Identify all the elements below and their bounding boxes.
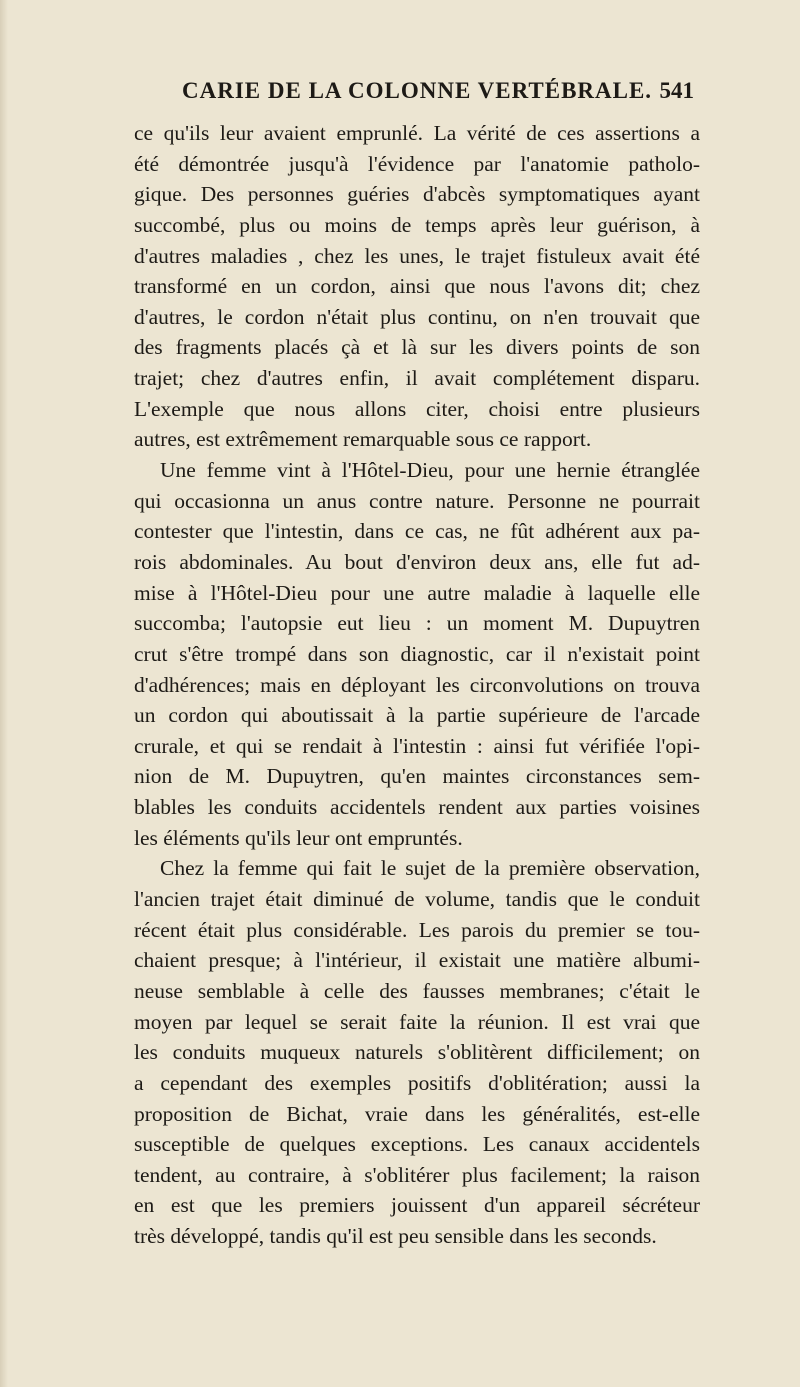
- text-line: blables les conduits accidentels rendent aux parties voisines: [134, 795, 700, 820]
- body-text: [134, 118, 700, 1252]
- text-line: les éléments qu'ils leur ont empruntés.: [134, 825, 463, 850]
- text-line: ce qu'ils leur avaient emprunlé. La vérité de ces assertions a: [134, 121, 700, 145]
- page-number: 541: [659, 78, 694, 103]
- text-line: des fragments placés çà et là sur les divers points de son: [134, 335, 700, 360]
- text-line: d'adhérences; mais en déployant les circonvolutions on trouva: [134, 672, 700, 697]
- text-line: récent était plus considérable. Les parois du premier se tou-: [134, 917, 700, 942]
- text-line: qui occasionna un anus contre nature. Personne ne pourrait: [134, 488, 700, 513]
- running-title: CARIE DE LA COLONNE VERTÉBRALE.: [182, 78, 653, 103]
- text-line: L'exemple que nous allons citer, choisi entre plusieurs: [134, 396, 700, 421]
- text-line: tendent, au contraire, à s'oblitérer plus facilement; la raison: [134, 1162, 700, 1187]
- text-line: d'autres, le cordon n'était plus continu, on n'en trouvait que: [134, 304, 700, 329]
- text-line: rois abdominales. Au bout d'environ deux ans, elle fut ad-: [134, 549, 700, 574]
- text-line: autres, est extrêmement remarquable sous ce rapport.: [134, 427, 592, 452]
- text-line: succombé, plus ou moins de temps après leur guérison, à: [134, 212, 700, 237]
- text-line: gique. Des personnes guéries d'abcès symptomatiques ayant: [134, 182, 700, 207]
- text-line: susceptible de quelques exceptions. Les canaux accidentels: [134, 1132, 700, 1157]
- text-line: très développé, tandis qu'il est peu sensible dans les seconds.: [134, 1224, 657, 1249]
- text-line: mise à l'Hôtel-Dieu pour une autre maladie à laquelle elle: [134, 580, 700, 605]
- text-line: transformé en un cordon, ainsi que nous l'avons dit; chez: [134, 274, 700, 299]
- text-line: crut s'être trompé dans son diagnostic, car il n'existait point: [134, 641, 700, 666]
- text-line: un cordon qui aboutissait à la partie supérieure de l'arcade: [134, 703, 700, 728]
- text-line: nion de M. Dupuytren, qu'en maintes circonstances sem-: [134, 764, 700, 789]
- text-line: a cependant des exemples positifs d'oblitération; aussi la: [134, 1070, 700, 1095]
- page-header: [182, 78, 694, 112]
- text-line: crurale, et qui se rendait à l'intestin : ainsi fut vérifiée l'opi-: [134, 733, 700, 758]
- text-line: l'ancien trajet était diminué de volume, tandis que le conduit: [134, 887, 700, 912]
- text-line: d'autres maladies , chez les unes, le trajet fistuleux avait été: [134, 243, 700, 268]
- text-line: succomba; l'autopsie eut lieu : un moment M. Dupuytren: [134, 611, 700, 636]
- text-line: contester que l'intestin, dans ce cas, ne fût adhérent aux pa-: [134, 519, 700, 544]
- text-line: trajet; chez d'autres enfin, il avait complétement disparu.: [134, 366, 700, 391]
- text-line: proposition de Bichat, vraie dans les généralités, est-elle: [134, 1101, 700, 1126]
- text-line: les conduits muqueux naturels s'oblitèrent difficilement; on: [134, 1040, 700, 1065]
- text-line: moyen par lequel se serait faite la réunion. Il est vrai que: [134, 1009, 700, 1034]
- text-line: chaient presque; à l'intérieur, il existait une matière albumi-: [134, 948, 700, 973]
- text-line: été démontrée jusqu'à l'évidence par l'anatomie patholo-: [134, 151, 700, 176]
- text-line: Une femme vint à l'Hôtel-Dieu, pour une hernie étranglée: [160, 458, 700, 483]
- page-edge-shadow: [0, 0, 8, 1387]
- text-line: neuse semblable à celle des fausses membranes; c'était le: [134, 978, 700, 1003]
- text-line: Chez la femme qui fait le sujet de la première observation,: [160, 856, 700, 881]
- text-line: en est que les premiers jouissent d'un appareil sécréteur: [134, 1193, 700, 1218]
